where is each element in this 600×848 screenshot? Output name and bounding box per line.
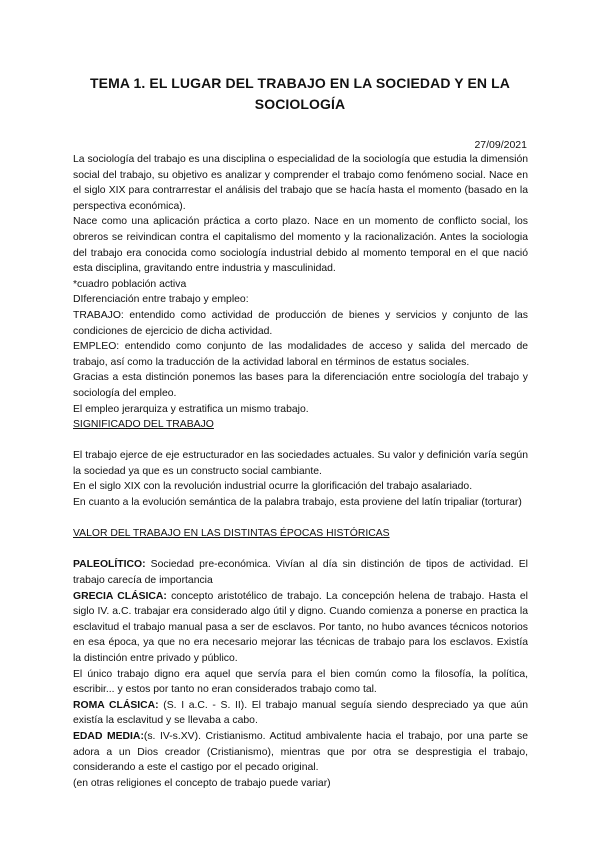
paragraph: El trabajo ejerce de eje estructurador en las sociedades actuales. Su valor y definición varía según la sociedad ya que es un constructo social cambiante. bbox=[73, 450, 528, 477]
document-body bbox=[73, 152, 528, 791]
paragraph: El empleo jerarquiza y estratifica un mismo trabajo. bbox=[73, 403, 309, 415]
era-label: EDAD MEDIA: bbox=[73, 730, 144, 742]
paragraph: La sociología del trabajo es una disciplina o especialidad de la sociología que estudia la dimensión social del trabajo, su objetivo es analizar y comprender el trabajo como fenómeno social. Nace en el siglo XIX para contrarrestar el análisis del trabajo que se hacía hasta el momento (basado en la perspectiva económica). bbox=[73, 154, 528, 212]
paragraph-edad-media bbox=[73, 729, 528, 776]
spacer bbox=[73, 511, 528, 527]
spacer bbox=[73, 542, 528, 558]
era-label: GRECIA CLÁSICA: bbox=[73, 590, 167, 602]
era-text: (S. I a.C. - S. II). El trabajo manual seguía siendo despreciado ya que aún existía la esclavitud y se llevaba a cabo. bbox=[73, 699, 528, 727]
era-label: ROMA CLÁSICA: bbox=[73, 699, 159, 711]
paragraph: Nace como una aplicación práctica a corto plazo. Nace en un momento de conflicto social, los obreros se reivindican contra el capitalismo del momento y la racionalización. Antes la sociologia del trabajo era conocida como sociología industrial debido al momento temporal en el que nació esta disciplina, gravitando entre industria y masculinidad. bbox=[73, 216, 528, 275]
paragraph: EMPLEO: entendido como conjunto de las modalidades de acceso y salida del mercado de trabajo, así como la traducción de la actividad laboral en términos de estatus sociales. bbox=[73, 341, 528, 368]
paragraph-note: (en otras religiones el concepto de trabajo puede variar) bbox=[73, 777, 331, 789]
paragraph: En el siglo XIX con la revolución industrial ocurre la glorificación del trabajo asalariado. bbox=[73, 481, 473, 493]
paragraph: DIferenciación entre trabajo y empleo: bbox=[73, 294, 249, 306]
paragraph-paleolitico bbox=[73, 557, 528, 588]
paragraph: TRABAJO: entendido como actividad de producción de bienes y servicios y conjunto de las condiciones de ejercicio de dicha actividad. bbox=[73, 309, 528, 337]
paragraph: El único trabajo digno era aquel que servía para el bien común como la filosofía, la política, escribir... y estos por tanto no eran considerados trabajo como tal. bbox=[73, 668, 528, 696]
section-heading-valor: VALOR DEL TRABAJO EN LAS DISTINTAS ÉPOCAS HISTÓRICAS bbox=[73, 528, 390, 540]
era-text: (s. IV-s.XV). Cristianismo. Actitud ambivalente hacia el trabajo, por una parte se adora a un Dios creador (Cristianismo), mientras que por otra se desprestigia el trabajo, considerando a este el castigo por el pecado original. bbox=[73, 730, 528, 774]
era-text: Sociedad pre-económica. Vivían al día sin distinción de tipos de actividad. El trabajo carecía de importancia bbox=[73, 559, 528, 587]
paragraph: Gracias a esta distinción ponemos las bases para la diferenciación entre sociología del trabajo y sociología del empleo. bbox=[73, 372, 528, 399]
section-heading-significado: SIGNIFICADO DEL TRABAJO bbox=[73, 419, 214, 431]
era-text: concepto aristotélico de trabajo. La concepción helena de trabajo. Hasta el siglo IV. a.C. trabajar era considerado algo útil y digno. Cuando comienza a ponerse en practica la esclavitud el trabajo manual pasa a ser de esclavos. Por tanto, no hubo avances técnicos notorios en esa época, ya que no era necesario mejorar las técnicas de trabajo para los esclavos. Existía la distinción entre privado y público. bbox=[73, 590, 528, 664]
paragraph: En cuanto a la evolución semántica de la palabra trabajo, esta proviene del latín tripaliar (torturar) bbox=[73, 497, 522, 509]
spacer bbox=[73, 433, 528, 449]
paragraph-roma bbox=[73, 698, 528, 729]
paragraph-grecia bbox=[73, 589, 528, 667]
era-label: PALEOLÍTICO: bbox=[73, 559, 146, 571]
paragraph: *cuadro población activa bbox=[73, 278, 187, 290]
document-date: 27/09/2021 bbox=[474, 139, 527, 151]
document-title: TEMA 1. EL LUGAR DEL TRABAJO EN LA SOCIEDAD Y EN LA SOCIOLOGÍA bbox=[90, 75, 510, 112]
